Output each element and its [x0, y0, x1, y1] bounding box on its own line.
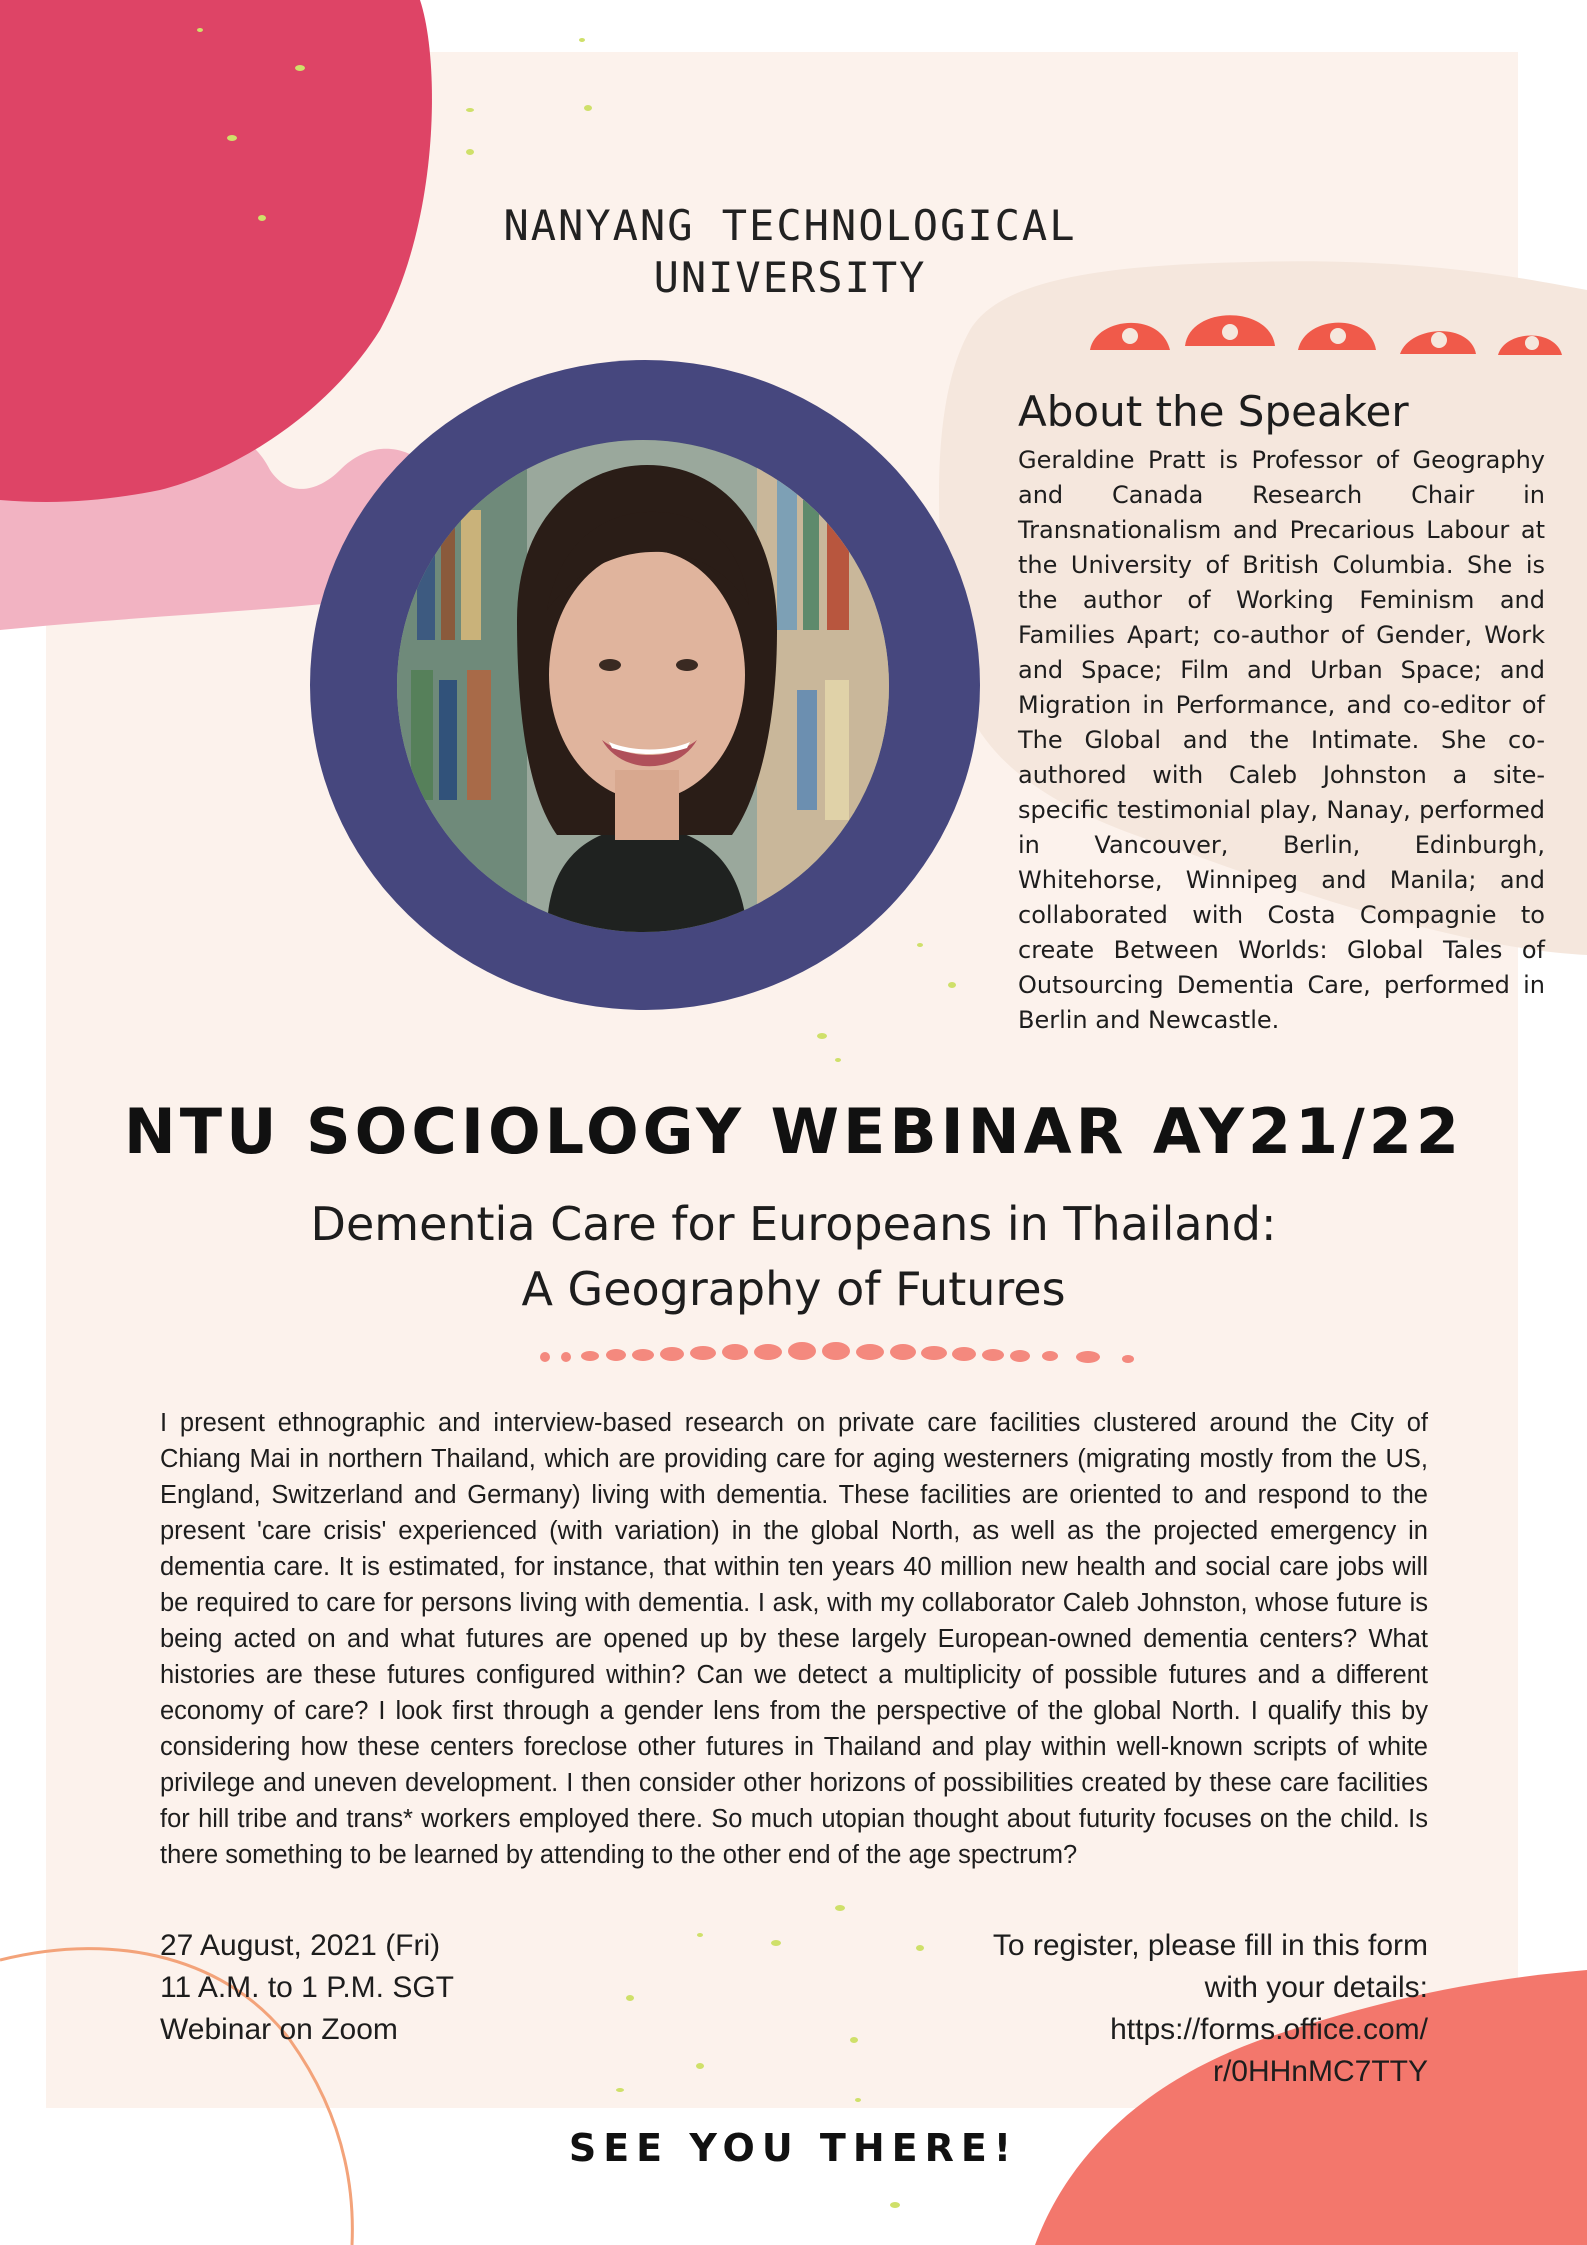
about-speaker-heading: About the Speaker: [1018, 387, 1409, 436]
webinar-series-title: NTU SOCIOLOGY WEBINAR AY21/22: [123, 1095, 1464, 1168]
university-name: [440, 200, 1140, 304]
talk-abstract: I present ethnographic and interview-based research on private care facilities clustered around the City of Chiang Mai in northern Thailand, which are providing care for aging westerners (migrating mostly from the US, England, Switzerland and Germany) living with dementia. These facilities are oriented to and respond to the present 'care crisis' experienced (with variation) in the global North, as well as the projected emergency in dementia care. It is estimated, for instance, that within ten years 40 million new health and social care jobs will be required to care for persons living with dementia. I ask, with my collaborator Caleb Johnston, whose future is being acted on and what futures are opened up by these largely European-owned dementia centers? What histories are these futures configured within? Can we detect a multiplicity of possible futures and a different economy of care? I look first through a gender lens from the perspective of the global North. I qualify this by considering how these centers foreclose other futures in Thailand and play within well-known scripts of white privilege and uneven development. I then consider other horizons of possibilities created by these care facilities for hill tribe and trans* workers employed there. So much utopian thought about futurity focuses on the child. Is there something to be learned by attending to the other end of the age spectrum?: [160, 1409, 1428, 1869]
register-line-1: To register, please fill in this form: [992, 1929, 1428, 1962]
talk-title: [200, 1192, 1387, 1322]
register-link-line-1[interactable]: https://forms.office.com/: [1110, 2013, 1428, 2046]
university-line-1: NANYANG TECHNOLOGICAL: [503, 201, 1077, 250]
university-line-2: UNIVERSITY: [653, 253, 927, 302]
closing-message: SEE YOU THERE!: [568, 2126, 1019, 2170]
registration-info: [880, 1925, 1428, 2093]
event-time: 11 A.M. to 1 P.M. SGT: [160, 1971, 455, 2004]
speaker-portrait-illustration: [397, 440, 889, 932]
register-line-2: with your details:: [1204, 1971, 1428, 2004]
event-details: [160, 1925, 660, 2051]
talk-title-line-2: A Geography of Futures: [521, 1262, 1066, 1316]
speaker-photo: [397, 440, 889, 932]
talk-title-line-1: Dementia Care for Europeans in Thailand:: [310, 1197, 1277, 1251]
event-venue: Webinar on Zoom: [160, 2013, 398, 2046]
event-date: 27 August, 2021 (Fri): [160, 1929, 441, 1962]
register-link-line-2[interactable]: r/0HHnMC7TTY: [1212, 2055, 1428, 2088]
speaker-bio: Geraldine Pratt is Professor of Geography and Canada Research Chair in Transnationalism and Precarious Labour at the University of British Columbia. She is the author of Working Feminism and Families Apart; co-author of Gender, Work and Space; Film and Urban Space; and Migration in Performance, and co-editor of The Global and the Intimate. She co-authored with Caleb Johnston a site-specific testimonial play, Nanay, performed in Vancouver, Berlin, Edinburgh, Whitehorse, Winnipeg and Manila; and collaborated with Costa Compagnie to create Between Worlds: Global Tales of Outsourcing Dementia Care, performed in Berlin and Newcastle.: [1018, 446, 1545, 1034]
